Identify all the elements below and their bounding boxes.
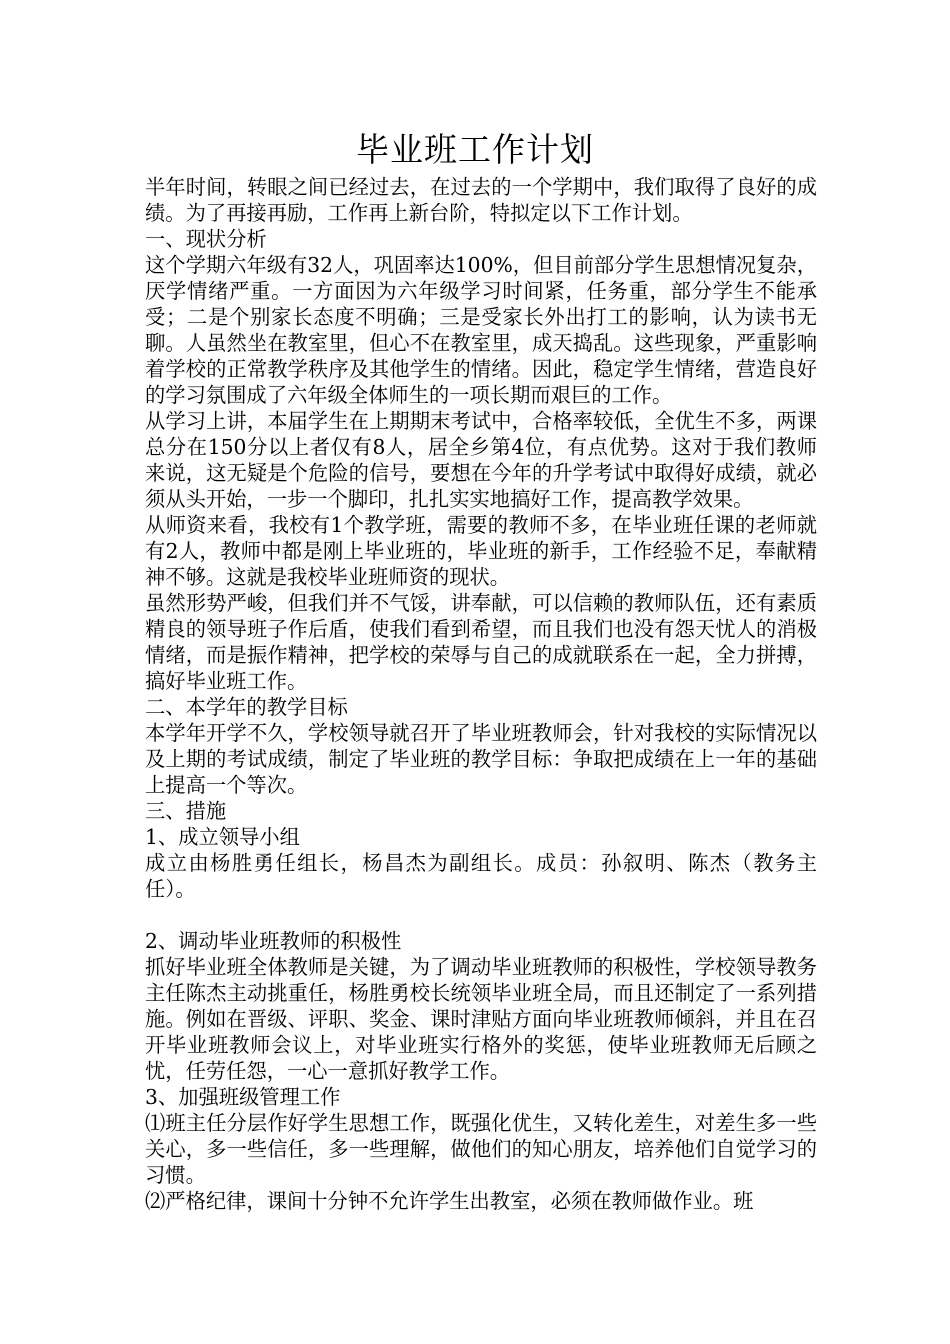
body-paragraph: 半年时间，转眼之间已经过去，在过去的一个学期中，我们取得了良好的成绩。为了再接再励，工作再上新台阶，特拟定以下工作计划。 — [145, 175, 817, 225]
section-heading: 2、调动毕业班教师的积极性 — [145, 929, 402, 953]
body-paragraph: ⑵严格纪律，课间十分钟不允许学生出教室，必须在教师做作业。班 — [145, 1189, 754, 1213]
blank-line — [145, 902, 817, 928]
body-paragraph: 抓好毕业班全体教师是关键，为了调动毕业班教师的积极性，学校领导教务主任陈杰主动挑重任，杨胜勇校长统领毕业班全局，而且还制定了一系列措施。例如在晋级、评职、奖金、课时津贴方面向毕业班教师倾斜，并且在召开毕业班教师会议上，对毕业班实行格外的奖惩，使毕业班教师无后顾之忧，任劳任怨，一心一意抓好教学工作。 — [145, 955, 817, 1083]
body-paragraph: 这个学期六年级有32人，巩固率达100%，但目前部分学生思想情况复杂，厌学情绪严重。一方面因为六年级学习时间紧，任务重，部分学生不能承受；二是个别家长态度不明确；三是受家长外出打工的影响，认为读书无聊。人虽然坐在教室里，但心不在教室里，成天捣乱。这些现象，严重影响着学校的正常教学秩序及其他学生的情绪。因此，稳定学生情绪，营造良好的学习氛围成了六年级全体师生的一项长期而艰巨的工作。 — [145, 253, 817, 407]
body-paragraph: ⑴班主任分层作好学生思想工作，既强化优生，又转化差生，对差生多一些关心，多一些信任，多一些理解，做他们的知心朋友，培养他们自觉学习的习惯。 — [145, 1111, 817, 1187]
body-paragraph: 从师资来看，我校有1个教学班，需要的教师不多，在毕业班任课的老师就有2人，教师中都是刚上毕业班的，毕业班的新手，工作经验不足，奉献精神不够。这就是我校毕业班师资的现状。 — [145, 513, 817, 589]
section-heading: 1、成立领导小组 — [145, 825, 300, 849]
body-paragraph: 成立由杨胜勇任组长，杨昌杰为副组长。成员：孙叙明、陈杰（教务主任）。 — [145, 851, 817, 901]
section-heading: 三、措施 — [145, 799, 227, 823]
document-body — [145, 174, 817, 1214]
body-paragraph: 本学年开学不久，学校领导就召开了毕业班教师会，针对我校的实际情况以及上期的考试成绩，制定了毕业班的教学目标：争取把成绩在上一年的基础上提高一个等次。 — [145, 721, 817, 797]
section-heading: 二、本学年的教学目标 — [145, 695, 348, 719]
body-paragraph: 虽然形势严峻，但我们并不气馁，讲奉献，可以信赖的教师队伍，还有素质精良的领导班子作后盾，使我们看到希望，而且我们也没有怨天忧人的消极情绪，而是振作精神，把学校的荣辱与自己的成就联系在一起，全力拼搏，搞好毕业班工作。 — [145, 591, 817, 693]
document-title: 毕业班工作计划 — [356, 130, 594, 169]
body-paragraph: 从学习上讲，本届学生在上期期末考试中，合格率较低，全优生不多，两课总分在150分以上者仅有8人，居全乡第4位，有点优势。这对于我们教师来说，这无疑是个危险的信号，要想在今年的升学考试中取得好成绩，就必须从头开始，一步一个脚印，扎扎实实地搞好工作，提高教学效果。 — [145, 409, 817, 511]
section-heading: 3、加强班级管理工作 — [145, 1085, 341, 1109]
section-heading: 一、现状分析 — [145, 227, 267, 251]
